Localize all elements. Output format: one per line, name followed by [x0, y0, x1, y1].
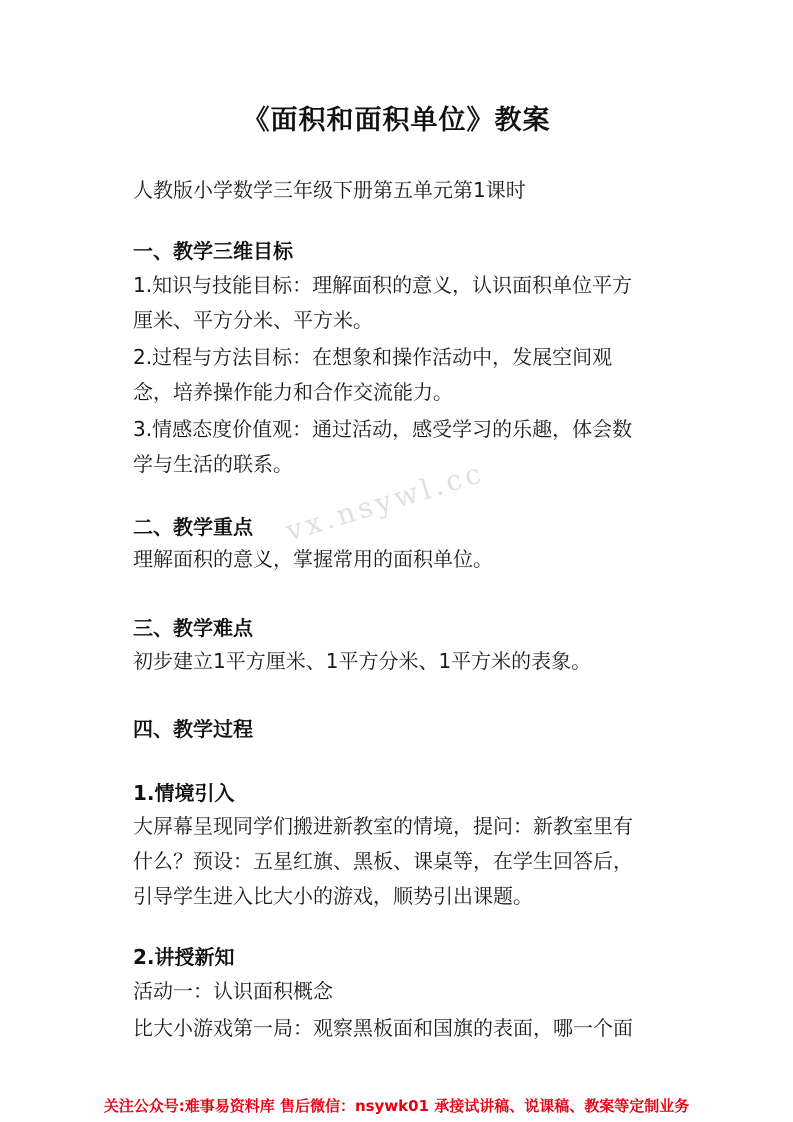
difficulties-text: 初步建立1平方厘米、1平方分米、1平方米的表象。	[133, 649, 592, 673]
goal-item-2-line-2: 念，培养操作能力和合作交流能力。	[133, 380, 453, 404]
goal-item-2-line-1: 2.过程与方法目标：在想象和操作活动中，发展空间观	[133, 345, 613, 369]
goal-item-1	[133, 268, 718, 338]
section-heading-process: 四、教学过程	[133, 717, 253, 741]
goal-item-1-line-1: 1.知识与技能目标：理解面积的意义，认识面积单位平方	[133, 273, 633, 297]
intro-line-2: 什么？预设：五星红旗、黑板、课桌等，在学生回答后，	[133, 849, 633, 873]
goal-item-3-line-1: 3.情感态度价值观：通过活动，感受学习的乐趣，体会数	[133, 417, 633, 441]
document-title: 《面积和面积单位》教案	[242, 105, 551, 136]
activity-label: 活动一：认识面积概念	[133, 979, 333, 1003]
section-heading-difficulties: 三、教学难点	[133, 616, 253, 640]
watermark: vx.nsywl.cc	[282, 455, 489, 548]
new-knowledge-line: 比大小游戏第一局：观察黑板面和国旗的表面，哪一个面	[133, 1016, 633, 1040]
goal-item-2	[133, 340, 718, 410]
key-points-text: 理解面积的意义，掌握常用的面积单位。	[133, 547, 493, 571]
section-heading-goals: 一、教学三维目标	[133, 239, 293, 263]
section-heading-key-points: 二、教学重点	[133, 515, 253, 539]
footer-banner: 关注公众号:难事易资料库 售后微信：nsywk01 承接试讲稿、说课稿、教案等定制业务	[103, 1097, 690, 1115]
document-subtitle: 人教版小学数学三年级下册第五单元第1课时	[133, 178, 526, 202]
subsection-heading-intro: 1.情境引入	[133, 781, 235, 805]
goal-item-3-line-2: 学与生活的联系。	[133, 452, 293, 476]
intro-paragraph	[133, 809, 718, 914]
intro-line-3: 引导学生进入比大小的游戏，顺势引出课题。	[133, 884, 533, 908]
subsection-heading-new-knowledge: 2.讲授新知	[133, 945, 235, 969]
goal-item-1-line-2: 厘米、平方分米、平方米。	[133, 308, 373, 332]
intro-line-1: 大屏幕呈现同学们搬进新教室的情境，提问：新教室里有	[133, 814, 633, 838]
